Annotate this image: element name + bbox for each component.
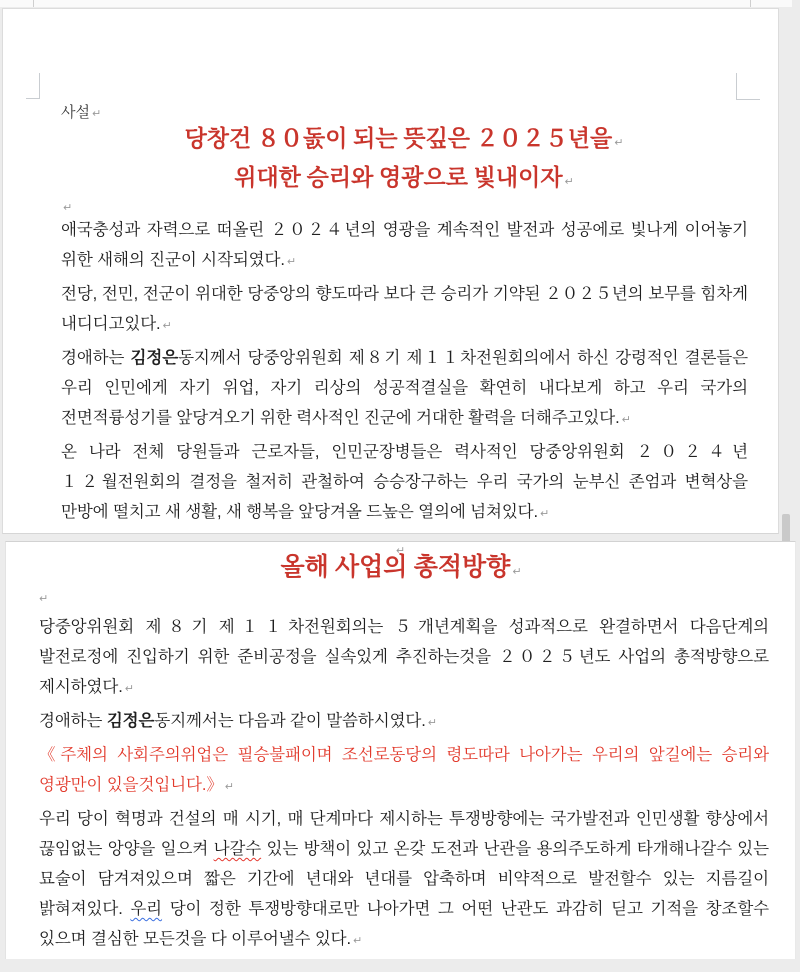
text-run: 《주체의 사회주의위업은 필승불패이며 조선로동당의 령도따라 나아가는 우리의 앞길에는 승리와 영광만이 있을것입니다.》 [39,746,769,794]
page2-body[interactable] [39,612,769,958]
paragraph-mark-icon: ↵ [427,716,437,729]
paragraph-mark-icon: ↵ [353,934,363,947]
window-top-edge [0,0,792,7]
text-run: 나갈수 [213,840,262,858]
paragraph [39,804,769,956]
text-run: 전당, 전민, 전군이 위대한 당중앙의 향도따라 보다 큰 승리가 기약된 ２０２５년의 보무를 힘차게 내디디고있다. [61,285,748,333]
page2-heading-text: 올해 사업의 총적방향 [280,554,511,581]
margin-corner-right-icon [736,73,760,100]
text-run: 김정은 [130,349,179,367]
page1-title [61,121,747,199]
paragraph-mark-icon: ↵ [564,175,574,188]
text-run: 김정은 [106,712,155,730]
paragraph-mark-icon: ↵ [63,201,73,214]
title-line-text: 위대한 승리와 영광으로 빛내이자 [234,165,563,190]
paragraph-mark-icon: ↵ [124,682,134,695]
paragraph-mark-icon: ↵ [614,136,624,149]
margin-corner-left-icon [26,73,40,99]
paragraph-mark-icon: ↵ [539,507,550,520]
paragraph-mark-icon: ↵ [162,319,172,332]
crop-tick-left-icon [33,0,34,7]
title-line-text: 당창건 ８０돐이 되는 뜻깊은 ２０２５년을 [184,126,613,151]
title-line [61,121,747,160]
paragraph-mark-icon: ↵ [91,107,102,120]
paragraph [61,437,748,529]
editorial-label-text: 사설 [61,105,90,121]
text-run: 경애하는 [39,712,107,730]
text-run: 애국충성과 자력으로 떠올린 ２０２４년의 영광을 계속적인 발전과 성공에로 빛나게 이어놓기 위한 새해의 진군이 시작되였다. [61,221,748,269]
text-run: 동지께서 당중앙위원회 제８기 제１１차전원회의에서 하신 강령적인 결론들은 우리 인민에게 자기 위업, 자기 리상의 성공적결실을 확연히 내다보게 하고 우리 국가의 전면적륭성기를 앞당겨오기 위한 력사적인 진군에 거대한 활력을 더해주고있다. [61,349,749,427]
text-run: 경애하는 [61,349,131,367]
page1-body[interactable] [61,215,748,531]
editorial-label [61,101,101,122]
paragraph-mark-icon: ↵ [512,565,522,578]
text-run: 당중앙위원회 제８기 제１１차전원회의는 ５개년계획을 성과적으로 완결하면서 다음단계의 발전로정에 진입하기 위한 준비공정을 실속있게 추진하는것을 ２０２５년도 사업의 총적방향으로 제시하였다. [39,618,769,696]
paragraph-mark-icon: ↵ [224,780,234,793]
text-run: 우리 당이 혁명과 건설의 매 시기, 매 단계마다 제시하는 투쟁방향에는 국가발전과 인민생활 향상에서 끊임없는 앙양을 일으켜 [39,810,769,858]
paragraph [61,215,748,277]
document-page-2[interactable] [5,541,796,959]
paragraph-mark-icon: ↵ [621,413,631,426]
text-run: 당이 정한 투쟁방향대로만 나아가면 그 어떤 난관도 과감히 딛고 기적을 창조할수 있으며 결심한 모든것을 다 이루어낼수 있다. [39,900,769,948]
paragraph-mark-icon: ↵ [286,255,296,268]
text-run: 동지께서는 다음과 같이 말씀하시였다. [154,712,426,730]
paragraph [39,612,769,704]
text-run: 온 나라 전체 당원들과 근로자들, 인민군장병들은 력사적인 당중앙위원회 ２０２４년 １２월전원회의 결정을 철저히 관철하여 승승장구하는 우리 국가의 눈부신 존엄과 변혁상을 만방에 떨치고 새 생활, 새 행복을 앞당겨올 드높은 열의에 넘쳐있다. [61,443,748,521]
crop-tick-right-icon [750,0,751,7]
page2-heading [36,550,766,590]
text-run: 있는 방책이 있고 온갖 도전과 난관을 용의주도하게 타개해나갈수 있는 묘술이 담겨져있으며 짧은 기간에 년대와 년대를 압축하며 비약적으로 발전할수 있는 지름길이 밝혀져있다. [39,840,769,918]
document-page-1[interactable] [2,8,779,534]
paragraph [39,740,769,802]
paragraph [61,279,748,341]
paragraph [39,706,769,738]
paragraph [61,343,748,435]
text-run: 우리 [130,900,163,918]
paragraph-mark-icon: ↵ [39,592,49,605]
title-line [61,160,747,199]
paragraph-mark-icon: ↵ [395,544,406,557]
